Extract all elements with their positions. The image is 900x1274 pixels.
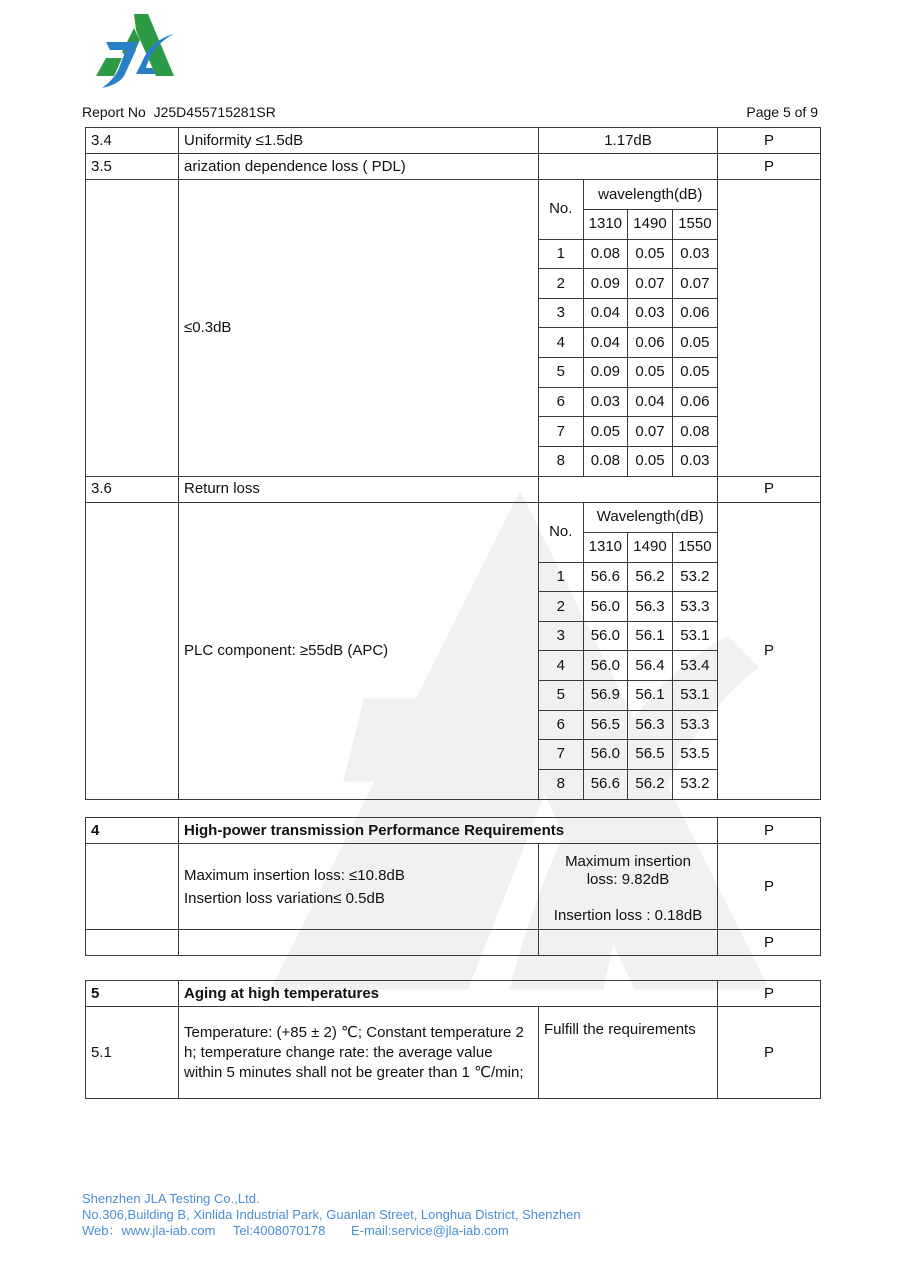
return-loss-detail-row (86, 502, 821, 799)
value-1310: 56.0 (583, 740, 628, 770)
value-1490: 0.05 (628, 358, 673, 388)
row-no: 7 (539, 740, 583, 770)
value-1490: 56.3 (628, 592, 673, 622)
requirement (179, 930, 539, 956)
col-1490: 1490 (628, 210, 673, 240)
item-no-empty (86, 502, 179, 799)
requirement: Return loss (179, 476, 539, 502)
value-1550: 0.06 (672, 387, 717, 417)
value-1490: 0.05 (628, 446, 673, 476)
section4-detail-row (86, 844, 821, 930)
table-row (539, 358, 717, 388)
row-no: 1 (539, 562, 583, 592)
requirement (179, 844, 539, 930)
result (539, 930, 718, 956)
result (539, 844, 718, 930)
row-no: 6 (539, 710, 583, 740)
value-1550: 53.5 (672, 740, 717, 770)
requirement-line-2: Insertion loss variation≤ 0.5dB (184, 889, 385, 907)
section-no: 4 (86, 818, 179, 844)
table-row-3-4 (86, 128, 821, 154)
report-no-value: J25D455715281SR (153, 104, 276, 120)
row-no: 1 (539, 239, 583, 269)
col-1550: 1550 (672, 533, 717, 563)
value-1550: 0.05 (672, 358, 717, 388)
table-row (539, 239, 717, 269)
requirement: arization dependence loss ( PDL) (179, 154, 539, 180)
company-name: Shenzhen JLA Testing Co.,Ltd. (82, 1191, 260, 1206)
value-1310: 0.08 (583, 446, 628, 476)
item-no-empty (86, 844, 179, 930)
section4-table (85, 817, 821, 956)
value-1310: 56.9 (583, 681, 628, 711)
value-1490: 0.06 (628, 328, 673, 358)
row-no: 3 (539, 621, 583, 651)
website-link[interactable]: Web：www.jla-iab.com (82, 1223, 216, 1238)
table-row (539, 269, 717, 299)
section5-header-row (86, 981, 821, 1007)
value-1550: 53.3 (672, 592, 717, 622)
row-no: 2 (539, 592, 583, 622)
conclusion: P (718, 476, 821, 502)
value-1550: 53.2 (672, 769, 717, 799)
value-1490: 56.2 (628, 769, 673, 799)
company-address: No.306,Building B, Xinlida Industrial Park, Guanlan Street, Longhua District, Shenzhen (82, 1207, 581, 1222)
row-no: 5 (539, 358, 583, 388)
row-no: 3 (539, 298, 583, 328)
section-no: 5 (86, 981, 179, 1007)
value-1550: 53.1 (672, 681, 717, 711)
email-link[interactable]: E-mail:service@jla-iab.com (350, 1223, 509, 1238)
result-line-1: Maximum insertion (565, 852, 691, 870)
table-row (539, 562, 717, 592)
jla-logo-icon (92, 12, 176, 90)
row-no: 6 (539, 387, 583, 417)
table-row (539, 298, 717, 328)
section5-item-row (86, 1007, 821, 1099)
table-row (539, 387, 717, 417)
result: 1.17dB (539, 128, 718, 154)
value-1310: 56.6 (583, 769, 628, 799)
section-title: Aging at high temperatures (179, 981, 718, 1007)
table-row (539, 417, 717, 447)
no-header: No. (539, 180, 583, 239)
row-no: 8 (539, 446, 583, 476)
section-conclusion: P (718, 818, 821, 844)
value-1310: 56.5 (583, 710, 628, 740)
value-1550: 53.3 (672, 710, 717, 740)
value-1310: 0.09 (583, 358, 628, 388)
row-no: 8 (539, 769, 583, 799)
requirement: Uniformity ≤1.5dB (179, 128, 539, 154)
value-1310: 56.6 (583, 562, 628, 592)
return-loss-requirement: PLC component: ≥55dB (APC) (179, 502, 539, 799)
return-loss-conclusion: P (718, 502, 821, 799)
table-row (539, 592, 717, 622)
footer (82, 1191, 581, 1239)
row-no: 5 (539, 681, 583, 711)
item-no: 3.5 (86, 154, 179, 180)
no-header: No. (539, 503, 583, 562)
result-line-3: Insertion loss : 0.18dB (553, 906, 703, 924)
value-1550: 0.06 (672, 298, 717, 328)
pdl-requirement: ≤0.3dB (179, 180, 539, 477)
value-1490: 56.4 (628, 651, 673, 681)
pdl-measurement-table (539, 180, 717, 476)
pdl-measurement-cell (539, 180, 718, 477)
section5-table (85, 980, 821, 1099)
requirement: Temperature: (+85 ± 2) ℃; Constant temperature 2 h; temperature change rate: the average value within 5 minutes shall not be greater than 1 ℃/min; (179, 1007, 539, 1099)
table-row (539, 446, 717, 476)
contact-info (82, 1223, 581, 1239)
report-number (82, 104, 276, 120)
value-1550: 53.2 (672, 562, 717, 592)
value-1490: 56.5 (628, 740, 673, 770)
return-loss-measurement-cell (539, 502, 718, 799)
value-1490: 0.03 (628, 298, 673, 328)
item-no (86, 930, 179, 956)
section3-table (85, 127, 821, 800)
value-1550: 0.08 (672, 417, 717, 447)
value-1490: 0.07 (628, 417, 673, 447)
conclusion: P (718, 844, 821, 930)
value-1490: 0.04 (628, 387, 673, 417)
result-line-2: loss: 9.82dB (586, 870, 670, 888)
value-1550: 0.03 (672, 239, 717, 269)
value-1310: 0.09 (583, 269, 628, 299)
conclusion: P (718, 930, 821, 956)
conclusion: P (718, 154, 821, 180)
value-1310: 0.04 (583, 298, 628, 328)
section4-empty-row (86, 930, 821, 956)
value-1310: 0.04 (583, 328, 628, 358)
value-1310: 0.08 (583, 239, 628, 269)
item-no: 3.6 (86, 476, 179, 502)
table-row (539, 681, 717, 711)
table-row (539, 769, 717, 799)
col-1310: 1310 (583, 533, 628, 563)
value-1550: 0.07 (672, 269, 717, 299)
return-loss-measurement-table (539, 503, 717, 799)
value-1310: 0.05 (583, 417, 628, 447)
table-row (539, 740, 717, 770)
value-1310: 56.0 (583, 651, 628, 681)
pdl-detail-row (86, 180, 821, 477)
value-1490: 0.05 (628, 239, 673, 269)
pdl-conclusion (718, 180, 821, 477)
row-no: 4 (539, 651, 583, 681)
table-row-3-6 (86, 476, 821, 502)
col-1310: 1310 (583, 210, 628, 240)
requirement-line-1: Maximum insertion loss: ≤10.8dB (184, 866, 405, 884)
value-1490: 0.07 (628, 269, 673, 299)
value-1310: 0.03 (583, 387, 628, 417)
value-1550: 53.4 (672, 651, 717, 681)
table-row (539, 651, 717, 681)
value-1490: 56.2 (628, 562, 673, 592)
value-1490: 56.1 (628, 621, 673, 651)
value-1550: 53.1 (672, 621, 717, 651)
table-row (539, 621, 717, 651)
row-no: 2 (539, 269, 583, 299)
value-1310: 56.0 (583, 621, 628, 651)
value-1490: 56.1 (628, 681, 673, 711)
item-no: 5.1 (86, 1007, 179, 1099)
item-no: 3.4 (86, 128, 179, 154)
row-no: 4 (539, 328, 583, 358)
section-conclusion: P (718, 981, 821, 1007)
table-row (539, 710, 717, 740)
result (539, 154, 718, 180)
value-1550: 0.03 (672, 446, 717, 476)
table-row-3-5 (86, 154, 821, 180)
section-title: High-power transmission Performance Requirements (179, 818, 718, 844)
value-1550: 0.05 (672, 328, 717, 358)
section4-header-row (86, 818, 821, 844)
result (539, 476, 718, 502)
value-1310: 56.0 (583, 592, 628, 622)
result: Fulfill the requirements (539, 1007, 718, 1099)
table-row (539, 328, 717, 358)
value-1490: 56.3 (628, 710, 673, 740)
item-no-empty (86, 180, 179, 477)
wavelength-header: wavelength(dB) (583, 180, 717, 210)
col-1550: 1550 (672, 210, 717, 240)
page-number: Page 5 of 9 (746, 104, 818, 120)
conclusion: P (718, 1007, 821, 1099)
report-no-label: Report No (82, 104, 146, 120)
col-1490: 1490 (628, 533, 673, 563)
row-no: 7 (539, 417, 583, 447)
wavelength-header: Wavelength(dB) (583, 503, 717, 533)
phone-number: Tel:4008070178 (232, 1223, 326, 1238)
conclusion: P (718, 128, 821, 154)
